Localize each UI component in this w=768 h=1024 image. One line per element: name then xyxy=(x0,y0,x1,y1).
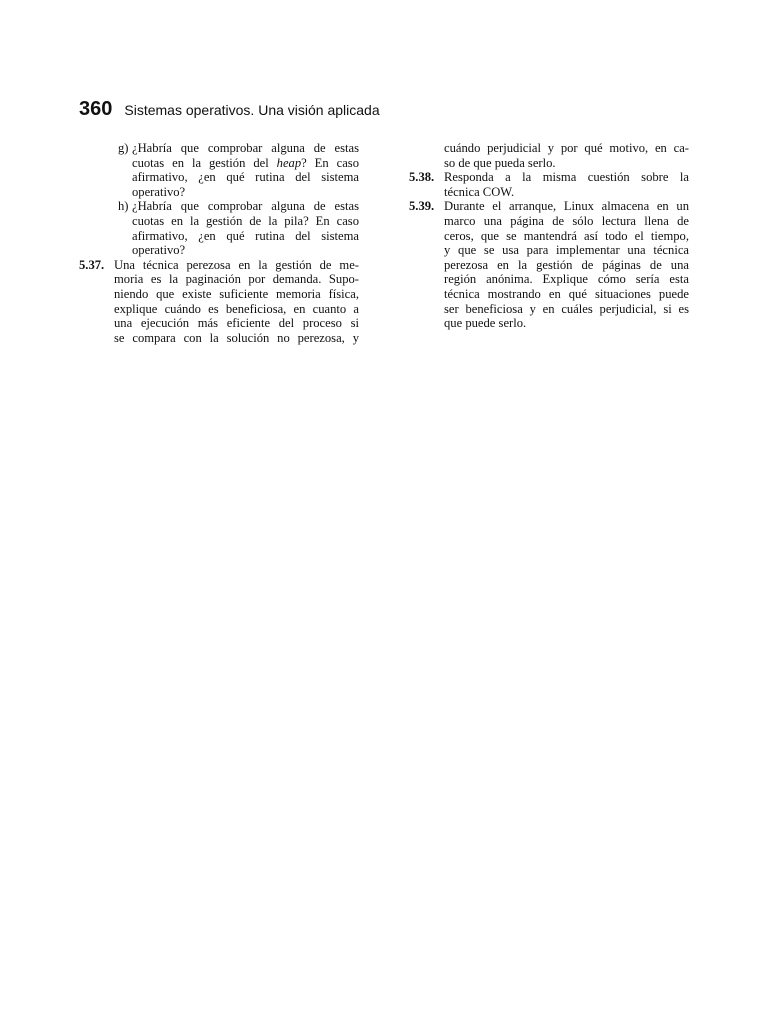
text-line: marco una página de sólo lectura llena de xyxy=(444,213,689,228)
text-line: ceros, que se mantendrá así todo el tiempo, xyxy=(444,228,689,243)
text-line: Responda a la misma cuestión sobre la xyxy=(444,170,689,185)
text-line: moria es la paginación por demanda. Supo- xyxy=(114,272,359,287)
question-5-38 xyxy=(409,170,689,199)
text-line: se compara con la solución no perezosa, y xyxy=(114,330,359,345)
text-line: afirmativo, ¿en qué rutina del sistema xyxy=(132,170,359,185)
text-fragment: cuotas en la gestión del xyxy=(132,155,277,170)
text-line: cuándo perjudicial y por qué motivo, en ca- xyxy=(444,141,689,155)
text-line: Una técnica perezosa en la gestión de me- xyxy=(114,257,359,272)
text-line: explique cuándo es beneficiosa, en cuanto a xyxy=(114,301,359,316)
text-line: que puede serlo. xyxy=(444,316,527,331)
page-header xyxy=(79,98,380,121)
text-line: ¿Habría que comprobar alguna de estas xyxy=(132,141,359,155)
text-line: perezosa en la gestión de páginas de una xyxy=(444,257,689,272)
text-line: operativo? xyxy=(132,184,186,199)
text-line: una ejecución más eficiente del proceso si xyxy=(114,316,359,331)
subquestion-h xyxy=(79,199,359,257)
left-column xyxy=(79,141,359,345)
running-title: Sistemas operativos. Una visión aplicada xyxy=(124,102,380,118)
text-line: Durante el arranque, Linux almacena en un xyxy=(444,199,689,214)
page-number: 360 xyxy=(79,98,113,120)
text-line: operativo? xyxy=(132,243,186,258)
question-5-37 xyxy=(79,258,359,346)
question-number: 5.38. xyxy=(409,170,435,185)
text-line: técnica mostrando en qué situaciones puede xyxy=(444,286,689,301)
text-line: so de que pueda serlo. xyxy=(444,155,556,170)
text-line: técnica COW. xyxy=(444,184,515,199)
subquestion-label: g) xyxy=(118,141,129,155)
question-5-39 xyxy=(409,199,689,330)
right-column xyxy=(409,141,689,331)
subquestion-g xyxy=(79,141,359,199)
text-line: afirmativo, ¿en qué rutina del sistema xyxy=(132,228,359,243)
text-line: cuotas en la gestión de la pila? En caso xyxy=(132,213,359,228)
question-number: 5.37. xyxy=(79,257,105,272)
text-line: niendo que existe suficiente memoria física, xyxy=(114,286,359,301)
italic-term: heap xyxy=(276,155,302,170)
text-fragment: ? En caso xyxy=(301,155,359,170)
text-line: ¿Habría que comprobar alguna de estas xyxy=(132,199,359,214)
text-line xyxy=(132,156,359,171)
subquestion-label: h) xyxy=(118,199,129,214)
text-line: y que se usa para implementar una técnica xyxy=(444,243,689,258)
question-5-37-continued xyxy=(409,141,689,170)
text-line: ser beneficiosa y en cuáles perjudicial, si es xyxy=(444,301,689,316)
question-number: 5.39. xyxy=(409,199,435,214)
text-line: región anónima. Explique cómo sería esta xyxy=(444,272,689,287)
